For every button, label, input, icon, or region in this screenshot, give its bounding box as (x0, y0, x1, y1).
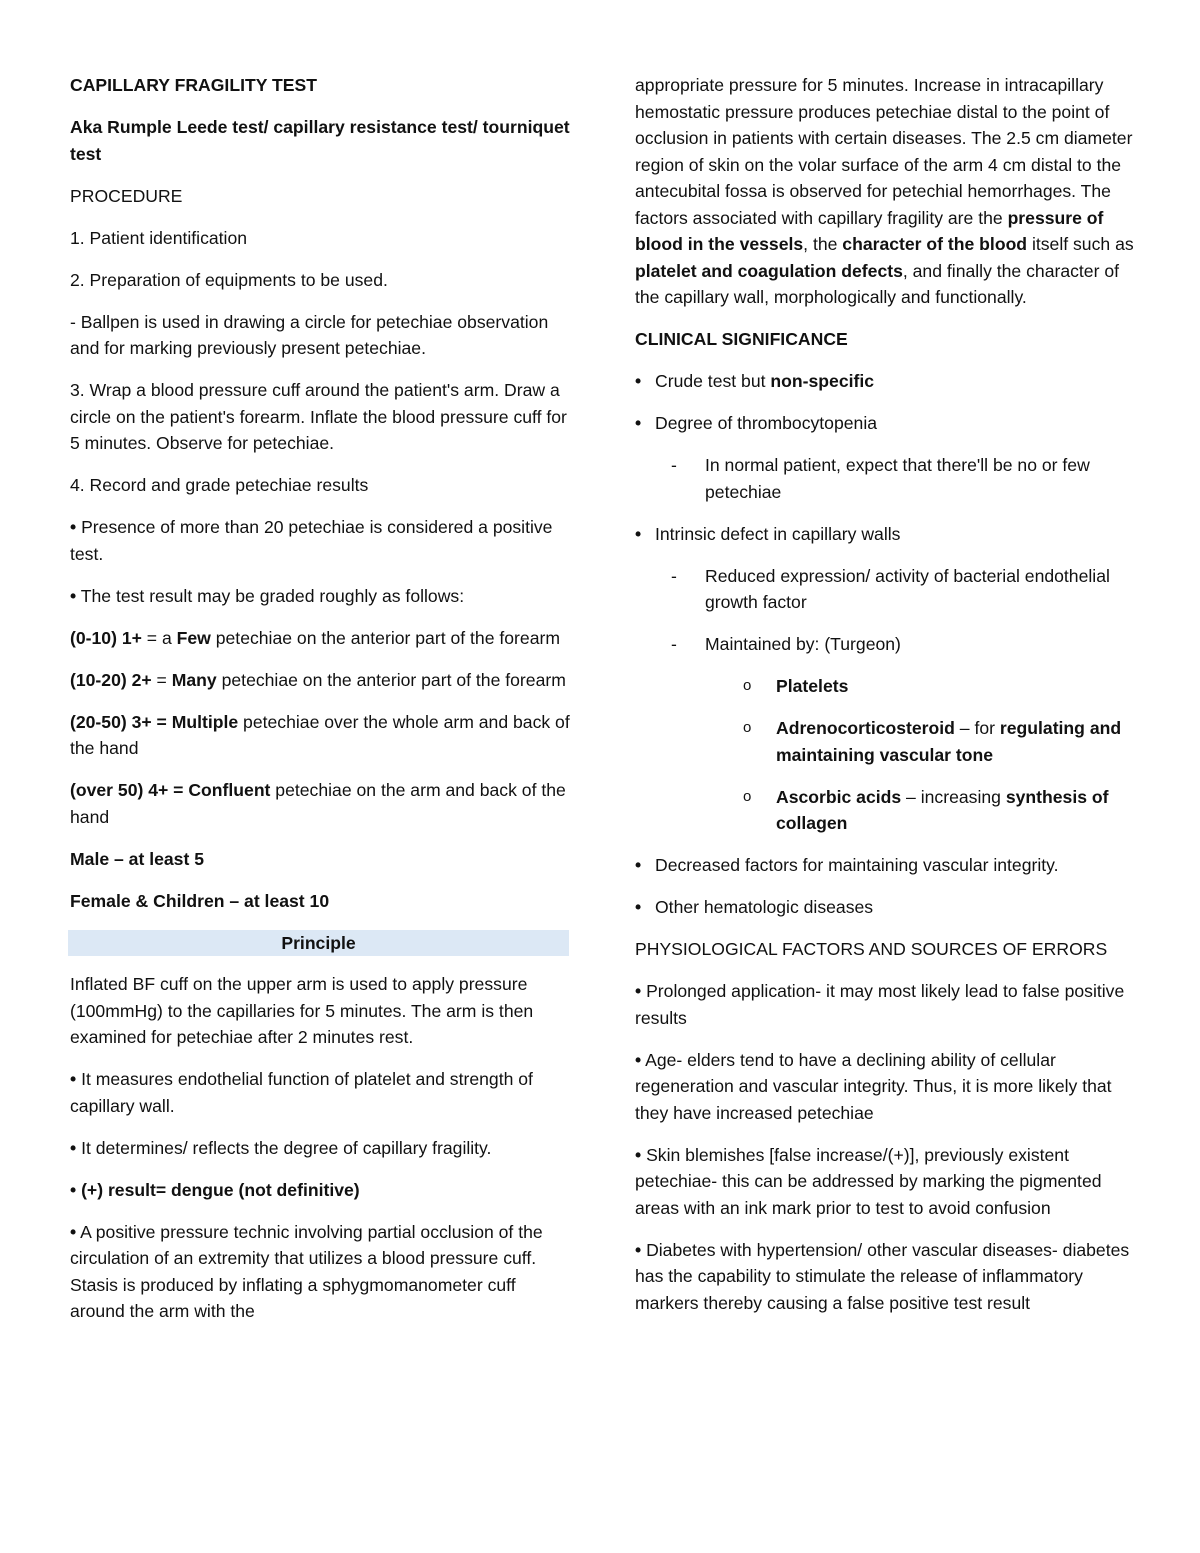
grade-3-label: (20-50) 3+ = Multiple (70, 711, 239, 732)
grade-4-desc: petechiae on the arm and back of the hand (70, 780, 566, 827)
continued-text-d: , and finally the character of the capillary wall, morphologically and functionally. (635, 260, 1120, 307)
grade-1-range: (0-10) 1+ (70, 627, 142, 648)
physio-heading: PHYSIOLOGICAL FACTORS AND SOURCES OF ERRORS (635, 939, 1108, 959)
male-threshold: Male – at least 5 (70, 848, 204, 869)
adrenocorticosteroid-desc: regulating and maintaining vascular tone (776, 718, 1122, 765)
bullet-marker: • (70, 1069, 77, 1089)
clinical-item-2-sub (635, 452, 1135, 505)
bullet-marker: • (635, 371, 642, 391)
continued-text-b: , the (803, 234, 843, 254)
bullet-marker: • (70, 1137, 77, 1158)
grade-1-eq: = a (141, 627, 177, 648)
clinical-item-3-sub-2-text: Maintained by: (Turgeon) (705, 634, 901, 654)
clinical-item-3-sub-1-text: Reduced expression/ activity of bacterial endothelial growth factor (705, 565, 1110, 612)
clinical-item-1-text: Crude test but (655, 371, 771, 391)
procedure-step-1: 1. Patient identification (70, 227, 248, 248)
principle-bullet-2 (70, 1135, 570, 1162)
doc-title: CAPILLARY FRAGILITY TEST (70, 75, 317, 95)
principle-bullet-4-text: A positive pressure technic involving partial occlusion of the circulation of an extremity that utilizes a blood pressure cuff. Stasis is produced by inflating a sphygmomanometer cuff around the arm with the (70, 1221, 543, 1321)
positive-test-bullet (70, 514, 570, 567)
clinical-item-3-text: Intrinsic defect in capillary walls (655, 523, 901, 544)
grade-4 (70, 777, 570, 830)
dash-marker: - (671, 455, 677, 475)
principle-heading: Principle (68, 930, 569, 956)
bullet-marker: • (70, 585, 77, 606)
adrenocorticosteroid-label: Adrenocorticosteroid (776, 718, 955, 738)
principle-bullet-2-text: It determines/ reflects the degree of capillary fragility. (81, 1137, 492, 1158)
principle-bullet-1-text: It measures endothelial function of platelet and strength of capillary wall. (70, 1069, 533, 1116)
continued-bold-2: character of the blood (842, 234, 1028, 254)
circle-marker: o (743, 787, 752, 805)
bullet-marker: • (635, 981, 642, 1001)
female-threshold: Female & Children – at least 10 (70, 890, 330, 911)
grade-1-label: Few (176, 627, 211, 648)
dash-marker: - (671, 634, 677, 654)
clinical-item-2 (635, 410, 1135, 437)
right-column (635, 72, 1135, 1316)
bullet-marker: • (635, 897, 642, 917)
bullet-marker: • (635, 413, 642, 433)
clinical-item-4 (635, 852, 1135, 879)
clinical-item-3-sub-1 (635, 563, 1135, 616)
clinical-item-2-sub-text: In normal patient, expect that there'll be no or few petechiae (705, 455, 1090, 502)
aka-line: Aka Rumple Leede test/ capillary resistance test/ tourniquet test (70, 117, 570, 164)
graded-text: The test result may be graded roughly as follows: (80, 585, 465, 606)
grade-3-desc: petechiae over the whole arm and back of the hand (70, 711, 570, 758)
principle-bullet-3-text: (+) result= dengue (not definitive) (81, 1179, 360, 1200)
grade-2-desc: petechiae on the anterior part of the forearm (216, 669, 566, 690)
continued-text-c: itself such as (1027, 234, 1134, 254)
bullet-marker: • (635, 1239, 642, 1260)
grade-2-label: Many (171, 669, 217, 690)
clinical-item-5 (635, 894, 1135, 921)
grade-2-range: (10-20) 2+ (70, 669, 152, 690)
bullet-marker: • (70, 1179, 77, 1200)
procedure-step-3: 3. Wrap a blood pressure cuff around the patient's arm. Draw a circle on the patient's forearm. Inflate the blood pressure cuff for 5 minutes. Observe for petechiae. (70, 380, 567, 453)
maintained-item-platelets (635, 673, 1135, 700)
left-column (70, 72, 570, 1325)
clinical-heading: CLINICAL SIGNIFICANCE (635, 329, 848, 349)
ascorbic-mid: – increasing (901, 786, 1006, 807)
principle-bullet-3 (70, 1177, 570, 1204)
bullet-marker: • (635, 855, 642, 875)
clinical-item-1-bold: non-specific (770, 371, 875, 391)
procedure-step-4: 4. Record and grade petechiae results (70, 475, 369, 495)
grade-3 (70, 709, 570, 762)
error-item-2-text: Age- elders tend to have a declining ability of cellular regeneration and vascular integrity. Thus, it is more likely that they have increased petechiae (635, 1049, 1112, 1123)
dash-marker: - (671, 565, 677, 586)
grade-4-label: (over 50) 4+ = Confluent (70, 780, 271, 800)
clinical-item-2-text: Degree of thrombocytopenia (655, 413, 878, 433)
error-item-3 (635, 1142, 1135, 1222)
clinical-item-4-text: Decreased factors for maintaining vascular integrity. (655, 855, 1059, 875)
clinical-item-5-text: Other hematologic diseases (655, 897, 874, 917)
ascorbic-desc: synthesis of collagen (776, 786, 1109, 833)
continued-bold-1: pressure of blood in the vessels (635, 207, 1104, 254)
maintained-item-adrenocorticosteroid (635, 715, 1135, 768)
circle-marker: o (743, 677, 752, 694)
adrenocorticosteroid-mid: – for (954, 718, 1000, 738)
error-item-1-text: Prolonged application- it may most likely lead to false positive results (635, 981, 1125, 1028)
maintained-item-platelets-text: Platelets (776, 676, 849, 696)
grade-2 (70, 667, 570, 694)
maintained-item-ascorbic (635, 784, 1135, 837)
grade-1-desc: petechiae on the anterior part of the forearm (210, 627, 560, 648)
clinical-item-1 (635, 368, 1135, 395)
bullet-marker: • (635, 1049, 642, 1070)
bullet-marker: • (70, 1221, 77, 1242)
clinical-item-3 (635, 521, 1135, 548)
circle-marker: o (743, 719, 752, 736)
continued-paragraph (635, 72, 1135, 311)
error-item-4-text: Diabetes with hypertension/ other vascular diseases- diabetes has the capability to stimulate the release of inflammatory markers thereby causing a false positive test result (635, 1239, 1130, 1313)
clinical-item-3-sub-2 (635, 631, 1135, 658)
error-item-2 (635, 1047, 1135, 1127)
ascorbic-label: Ascorbic acids (776, 786, 902, 807)
bullet-marker: • (635, 523, 642, 544)
bullet-marker: • (635, 1144, 642, 1165)
continued-bold-3: platelet and coagulation defects (635, 260, 903, 281)
procedure-step-2-note: - Ballpen is used in drawing a circle for petechiae observation and for marking previously present petechiae. (70, 311, 549, 358)
procedure-step-2: 2. Preparation of equipments to be used. (70, 269, 388, 290)
bullet-marker: • (70, 517, 77, 537)
principle-bullet-4 (70, 1219, 570, 1325)
graded-bullet (70, 583, 570, 610)
procedure-heading: PROCEDURE (70, 185, 183, 206)
error-item-4 (635, 1237, 1135, 1317)
grade-1 (70, 625, 570, 652)
error-item-1 (635, 978, 1135, 1031)
principle-bullet-1 (70, 1066, 570, 1119)
continued-text-a: appropriate pressure for 5 minutes. Increase in intracapillary hemostatic pressure produces petechiae distal to the point of occlusion in patients with certain diseases. The 2.5 cm diameter region of skin on the volar surface of the arm 4 cm distal to the antecubital fossa is observed for petechial hemorrhages. The factors associated with capillary fragility are the (635, 75, 1133, 228)
error-item-3-text: Skin blemishes [false increase/(+)], previously existent petechiae- this can be addressed by marking the pigmented areas with an ink mark prior to test to avoid confusion (635, 1144, 1102, 1218)
grade-2-eq: = (151, 669, 172, 690)
positive-test-text: Presence of more than 20 petechiae is considered a positive test. (70, 517, 553, 564)
principle-text: Inflated BF cuff on the upper arm is used to apply pressure (100mmHg) to the capillaries for 5 minutes. The arm is then examined for petechiae after 2 minutes rest. (70, 974, 534, 1047)
